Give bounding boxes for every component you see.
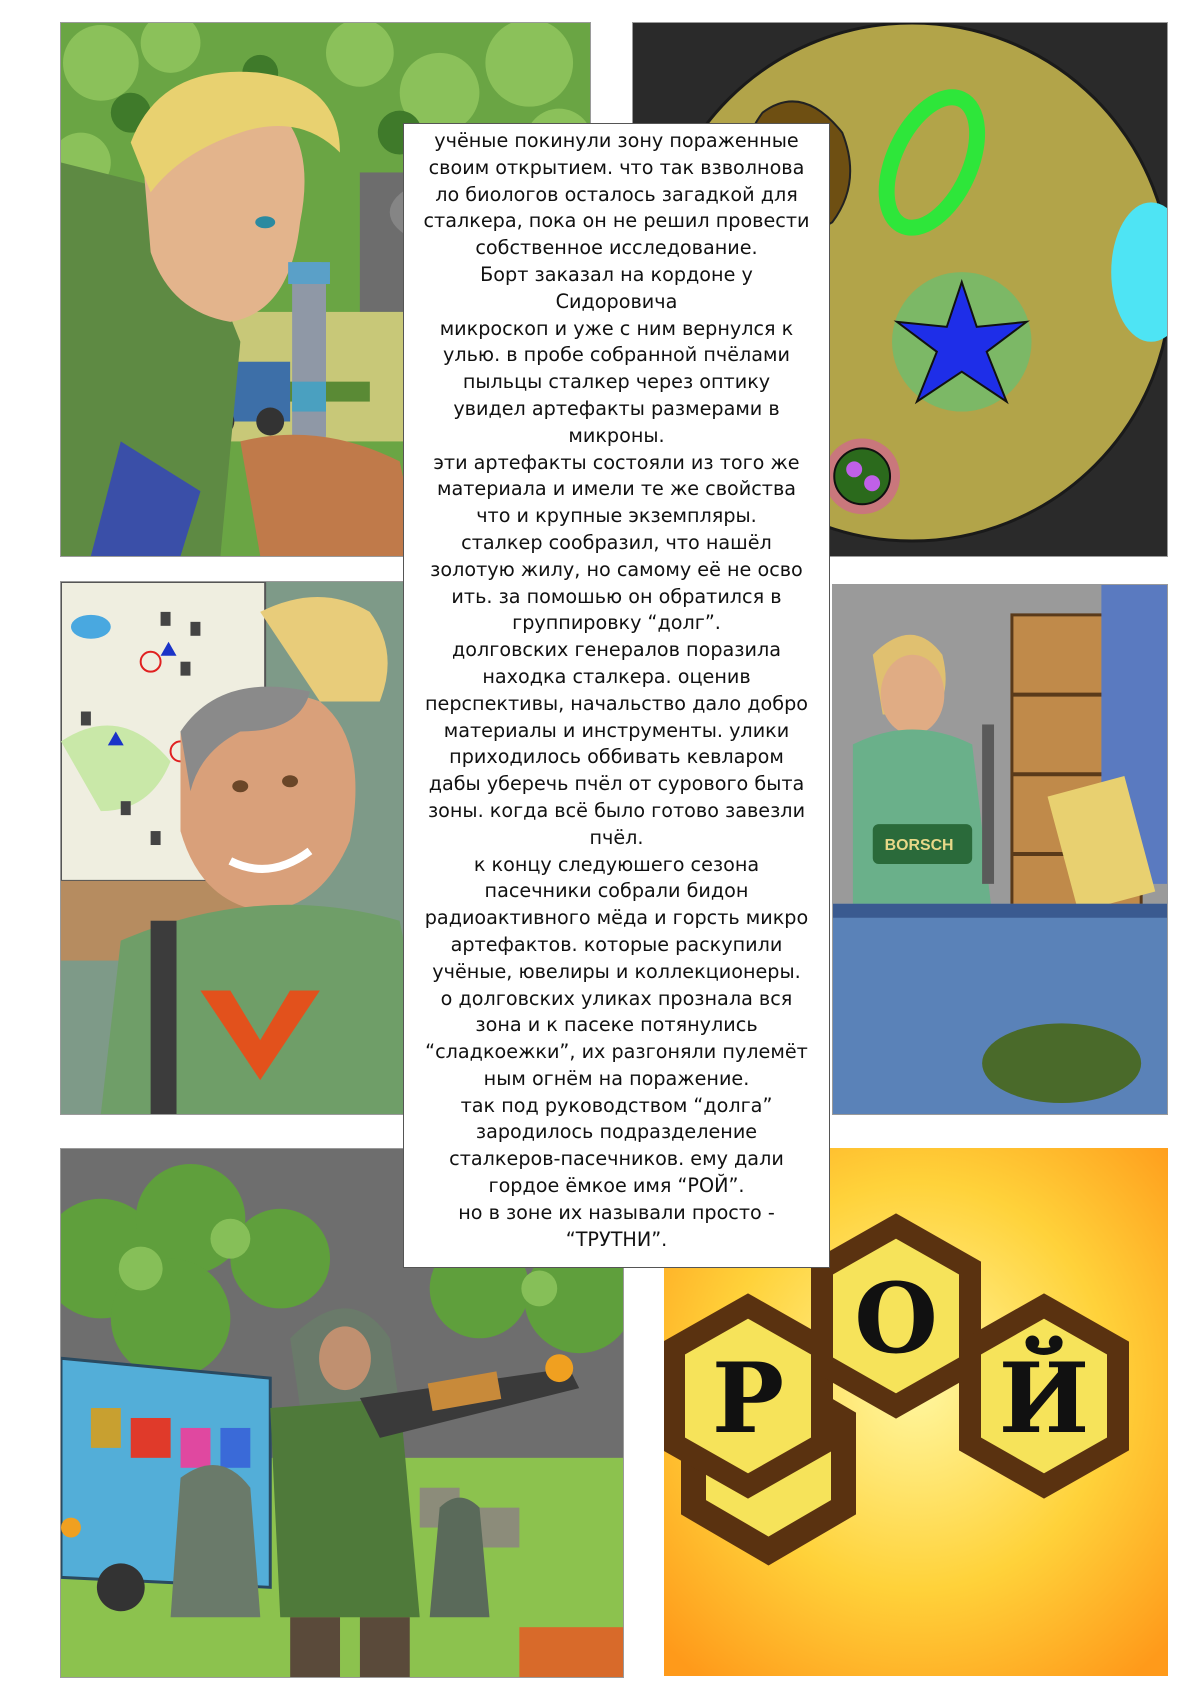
narration-line: золотую жилу, но самому её не осво	[430, 557, 803, 581]
narration-line: о долговских уликах прознала вся	[440, 986, 793, 1010]
narration-line: так под руководством “долга”	[460, 1093, 773, 1117]
narration-line: материала и имели те же свойства	[436, 477, 797, 501]
narration-line: сталкера, пока он не решил провести	[423, 209, 810, 233]
narration-line: но в зоне их называли просто -	[458, 1200, 775, 1224]
logo-letter-y: Й	[998, 1342, 1090, 1455]
narration-line: ным огнём на поражение.	[483, 1066, 750, 1090]
narration-line: зоны. когда всё было готово завезли	[427, 798, 806, 822]
narration-line: Сидоровича	[555, 289, 678, 313]
narration-line: дабы уберечь пчёл от сурового быта	[428, 772, 805, 796]
narration-caption-box	[403, 123, 830, 1268]
narration-line: что и крупные экземпляры.	[476, 504, 757, 528]
narration-line: своим открытием. что так взволнова	[428, 155, 805, 179]
logo-letter-r: Р	[711, 1342, 785, 1455]
narration-line: учёные покинули зону пораженные	[434, 129, 799, 152]
logo-letter-o: О	[854, 1262, 938, 1375]
narration-line: улью. в пробе собранной пчёлами	[443, 343, 790, 367]
narration-line: “сладкоежки”, их разгоняли пулемёт	[425, 1040, 808, 1064]
narration-line: ить. за помошью он обратился в	[451, 584, 782, 608]
narration-line: гордое ёмкое имя “РОЙ”.	[488, 1174, 745, 1198]
narration-line: долговских генералов поразила	[452, 638, 781, 662]
narration-line: зародилось подразделение	[475, 1120, 758, 1144]
drill-brand-label: BORSCH	[884, 836, 954, 855]
narration-line: Борт заказал на кордоне у	[480, 262, 753, 286]
narration-line: радиоактивного мёда и горсть микро	[424, 906, 809, 930]
narration-line: увидел артефакты размерами в	[453, 396, 780, 420]
narration-line: сталкеров-пасечников. ему дали	[449, 1147, 784, 1171]
narration-line: пасечники собрали бидон	[484, 879, 749, 903]
narration-line: сталкер сообразил, что нашёл	[461, 530, 772, 554]
narration-line: материалы и инструменты. улики	[443, 718, 790, 742]
narration-line: приходилось оббивать кевларом	[449, 745, 784, 769]
narration-line: к концу следуюшего сезона	[473, 852, 760, 876]
narration-line: группировку “долг”.	[512, 611, 721, 635]
narration-line: микроскоп и уже с ним вернулся к	[439, 316, 794, 340]
narration-line: ло биологов осталось загадкой для	[435, 182, 798, 206]
narration-line: зона и к пасеке потянулись	[475, 1013, 758, 1037]
panel-workshop	[832, 584, 1168, 1115]
narration-line: учёные, ювелиры и коллекционеры.	[432, 959, 801, 983]
narration-line: эти артефакты состояли из того же	[433, 450, 800, 474]
narration-line: “ТРУТНИ”.	[565, 1227, 668, 1251]
narration-line: перспективы, начальство дало добро	[424, 691, 809, 715]
narration-line: пчёл.	[589, 825, 644, 849]
narration-line: пыльцы сталкер через оптику	[462, 370, 771, 394]
narration-line: находка сталкера. оценив	[482, 664, 751, 688]
narration-line: артефактов. которые раскупили	[450, 932, 783, 956]
narration-line: микроны.	[568, 423, 665, 447]
narration-line: собственное исследование.	[475, 236, 758, 260]
